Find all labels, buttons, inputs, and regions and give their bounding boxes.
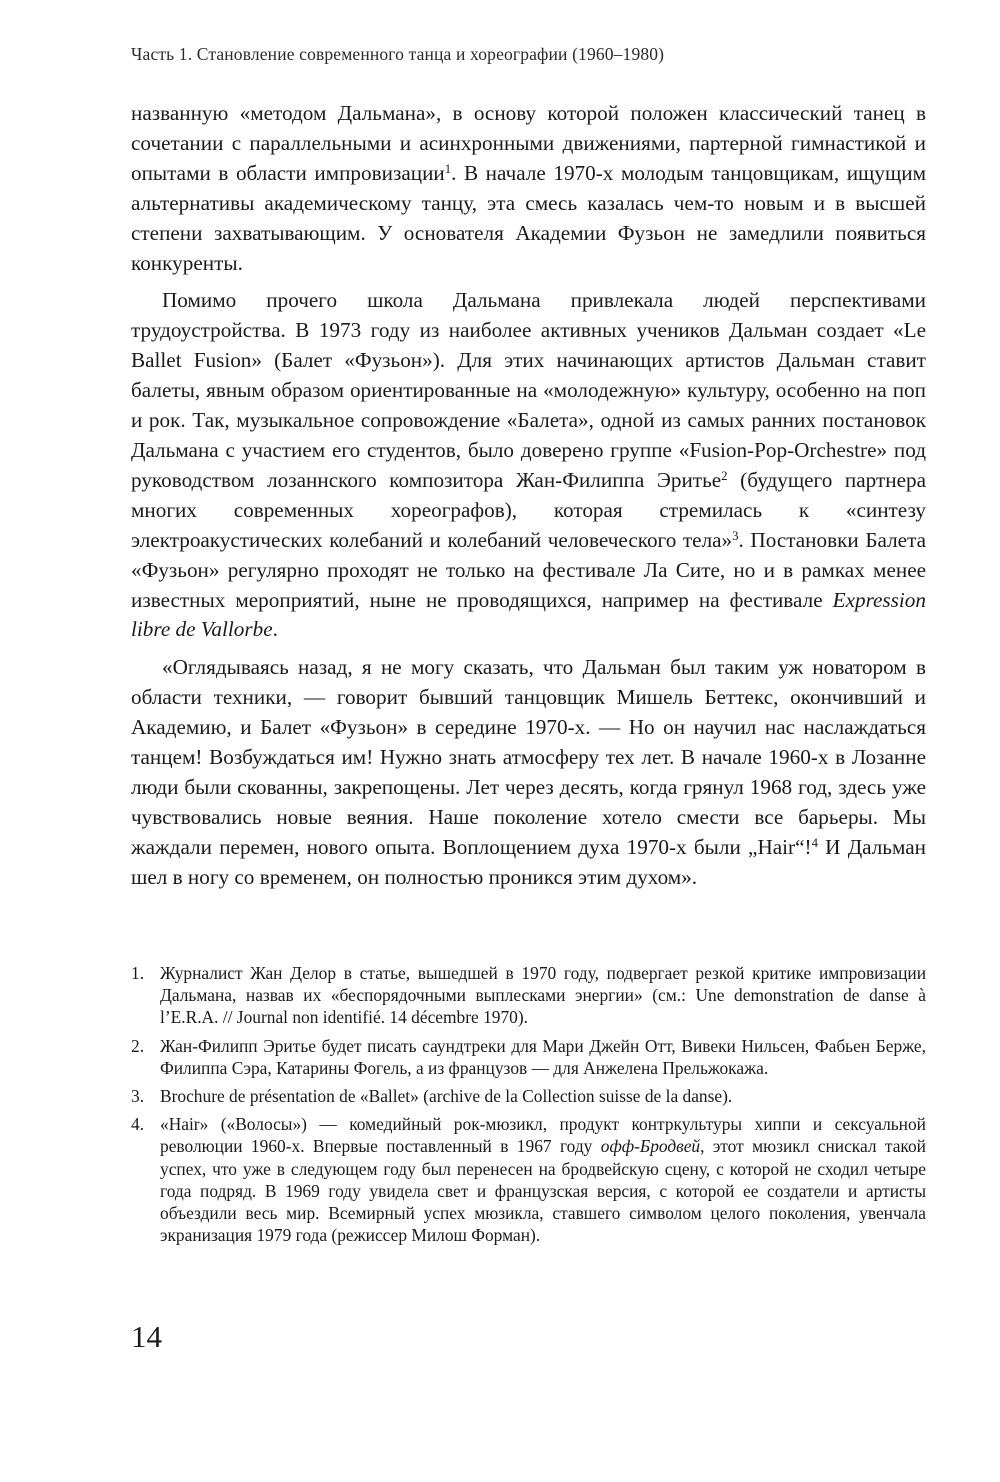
running-head: Часть 1. Становление современного танца и хореографии (1960–1980) [131, 44, 665, 64]
footnote-text: «Hair» («Волосы») — комедийный рок-мюзикл, продукт контркультуры хиппи и сексуальной революции 1960-х. Впервые поставленный в 1967 году офф-Бродвей, этот мюзикл снискал такой успех, что уже в следующем году был перенесен на бродвейскую сцену, с которой не сходил четыре года подряд. В 1969 году увидела свет и французская версия, с которой ее создатели и артисты объездили весь мир. Всемирный успех мюзикла, ставшего символом целого поколения, увенчала экранизация 1979 года (режиссер Милош Форман). [160, 1114, 926, 1246]
paragraph-1: названную «методом Дальмана», в основу которой положен классический танец в сочетании с параллельными и асинхронными движениями, партерной гимнастикой и опытами в области импровизации$^1$. В начале 1970-х молодым танцовщикам, ищущим альтернативы академическому танцу, эта смесь казалась чем-то новым и в высшей степени захватывающим. У основателя Академии Фузьон не замедлили появиться конкуренты. [131, 101, 927, 275]
body-text [131, 99, 926, 893]
footnote-number: 1. [131, 963, 145, 983]
footnote-ref-3: 3 [732, 528, 739, 543]
festival-title: Expression libre de Vallorbe [131, 587, 926, 642]
footnote [131, 1085, 926, 1107]
paragraph-3: «Оглядываясь назад, я не могу сказать, что Дальман был таким уж новатором в области техники, — говорит бывший танцовщик Мишель Беттекс, окончивший и Академию, и Балет «Фузьон» в середине 1970-х. — Но он научил нас наслаждаться танцем! Возбуждаться им! Нужно знать атмосферу тех лет. В начале 1960-х в Лозанне люди были скованны, закрепощены. Лет через десять, когда грянул 1968 год, здесь уже чувствовались новые веяния. Наше поколение хотело смести все барьеры. Мы жаждали перемен, нового опыта. Воплощением духа 1970-х были „Hair“!$^4$ И Дальман шел в ногу со временем, он полностью проникся этим духом». [131, 655, 926, 889]
footnote-text: Журналист Жан Делор в статье, вышедшей в 1970 году, подвергает резкой критике импровизации Дальмана, назвав их «беспорядочными выплесками энергии» (см.: Une demonstration de danse à l’E.R.A. // Journal non identifié. 14 décembre 1970). [160, 963, 926, 1028]
footnote-text: Brochure de présentation de «Ballet» (archive de la Collection suisse de la danse). [160, 1086, 733, 1107]
paragraph-2: Помимо прочего школа Дальмана привлекала людей перспективами трудоустройства. В 1973 году из наиболее активных учеников Дальман создает «Le Ballet Fusion» (Балет «Фузьон»). Для этих начинающих артистов Дальман ставит балеты, явным образом ориентированные на «молодежную» культуру, особенно на поп и рок. Так, музыкальное сопровождение «Балета», одной из самых ранних постановок Дальмана с участием его студентов, было доверено группе «Fusion-Pop-Orchestre» под руководством лозаннского композитора Жан-Филиппа Эритье$^2$ (будущего партнера многих современных хореографов), которая стремилась к «синтезу электроакустических колебаний и колебаний человеческого тела»$^3$. Постановки Балета «Фузьон» регулярно проходят не только на фестивале Ла Сите, но и в рамках менее известных мероприятий, ныне не проводящихся, например на фестивале Expression libre de Vallorbe. [131, 288, 926, 642]
footnote-text: Жан-Филипп Эритье будет писать саундтреки для Мари Джейн Отт, Вивеки Нильсен, Фабьен Берже, Филиппа Сэра, Катарины Фогель, а из французов — для Анжелена Прельжокажа. [160, 1035, 926, 1078]
footnote-ref-2: 2 [721, 468, 728, 483]
footnote-number: 3. [131, 1086, 145, 1107]
footnotes [131, 962, 926, 1252]
footnote [131, 1035, 926, 1079]
footnote [131, 1113, 926, 1246]
footnote-number: 2. [131, 1035, 145, 1056]
footnote-number: 4. [131, 1114, 145, 1135]
footnote [131, 962, 926, 1029]
page-number: 14 [131, 1319, 162, 1354]
footnote-ref-4: 4 [811, 835, 818, 850]
off-broadway-term: офф-Бродвей [600, 1136, 701, 1157]
footnote-ref-1: 1 [444, 161, 452, 176]
